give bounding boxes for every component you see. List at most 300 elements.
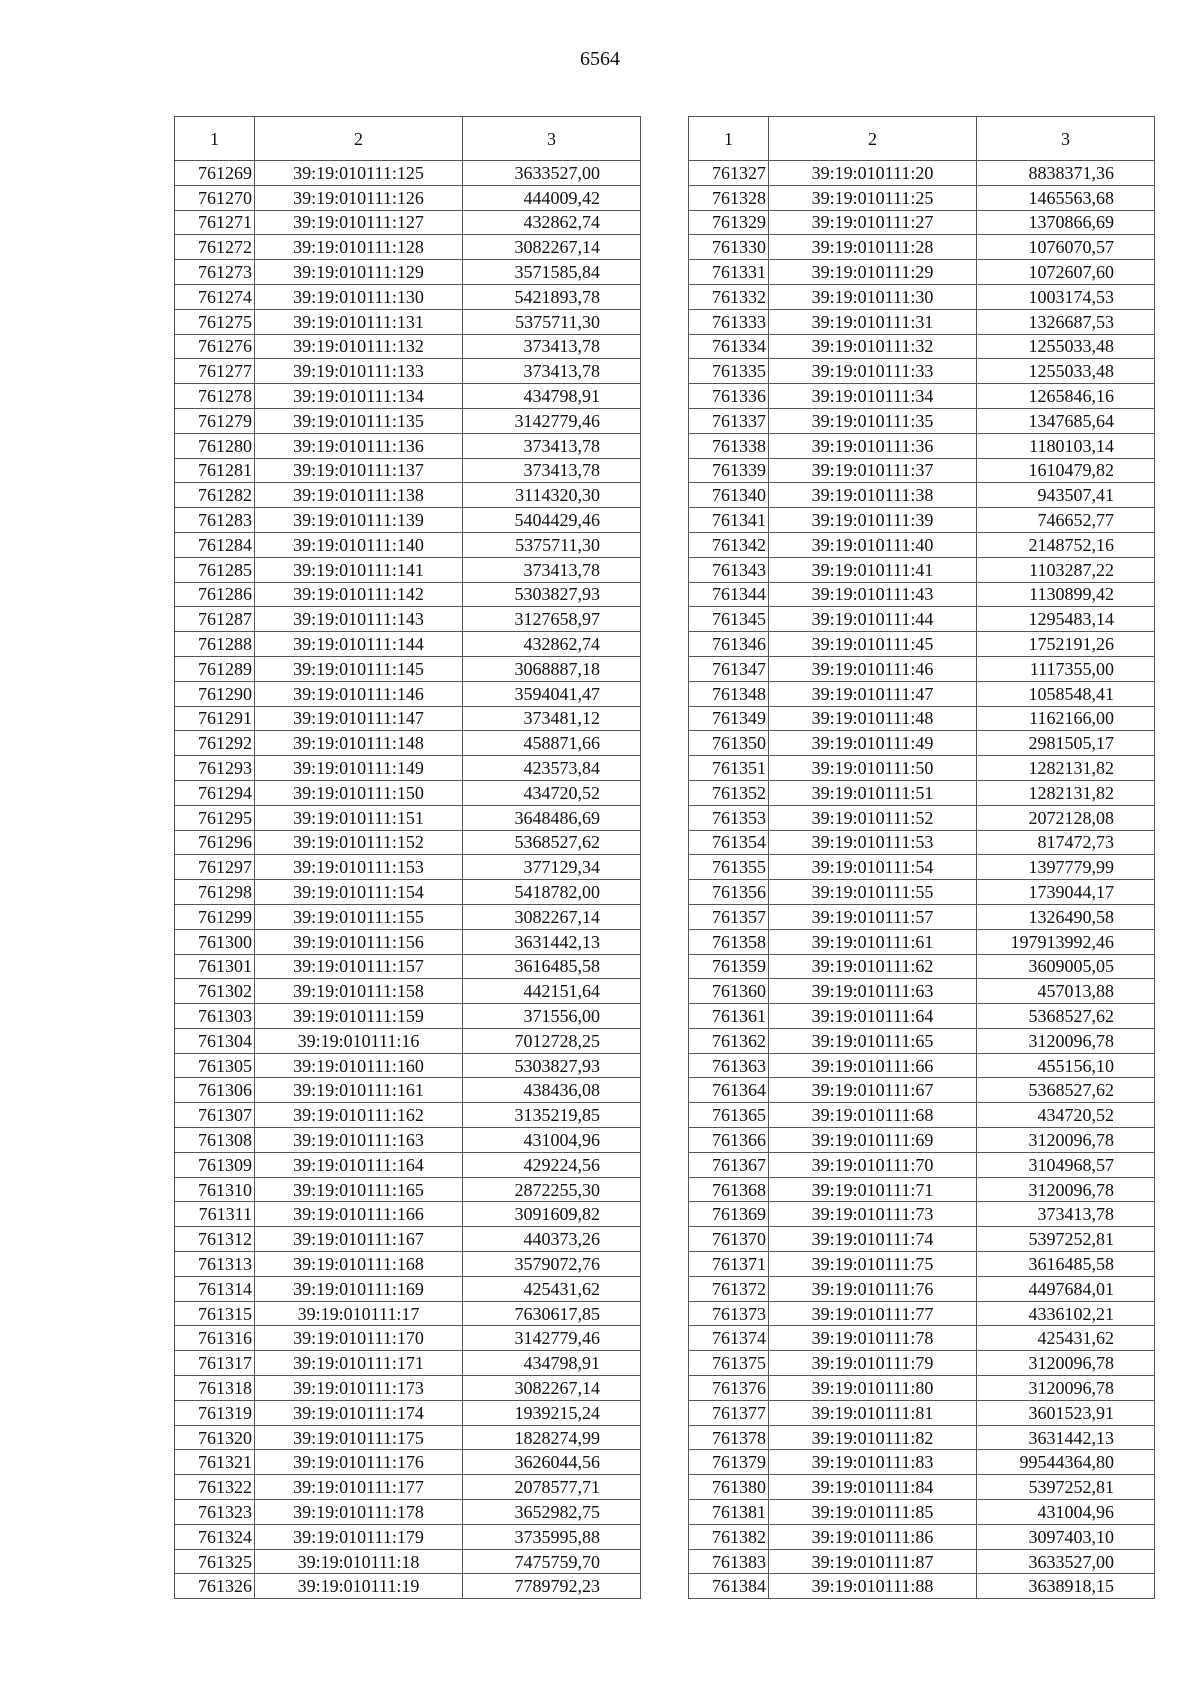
row-number-cell: 761322 xyxy=(175,1475,255,1500)
row-number-cell: 761326 xyxy=(175,1574,255,1599)
value-cell: 3082267,14 xyxy=(463,904,641,929)
row-number-cell: 761361 xyxy=(689,1004,769,1029)
value-cell: 3616485,58 xyxy=(463,954,641,979)
cadastral-number-cell: 39:19:010111:53 xyxy=(769,830,977,855)
column-header-2: 2 xyxy=(769,117,977,161)
value-cell: 3120096,78 xyxy=(977,1028,1155,1053)
value-cell: 7012728,25 xyxy=(463,1028,641,1053)
row-number-cell: 761330 xyxy=(689,235,769,260)
value-cell: 3579072,76 xyxy=(463,1252,641,1277)
row-number-cell: 761320 xyxy=(175,1425,255,1450)
cadastral-number-cell: 39:19:010111:179 xyxy=(255,1524,463,1549)
row-number-cell: 761366 xyxy=(689,1128,769,1153)
cadastral-number-cell: 39:19:010111:167 xyxy=(255,1227,463,1252)
value-cell: 3631442,13 xyxy=(977,1425,1155,1450)
table-row xyxy=(175,1400,641,1425)
table-row xyxy=(175,1425,641,1450)
table-row xyxy=(689,756,1155,781)
table-row xyxy=(175,731,641,756)
column-header-1: 1 xyxy=(689,117,769,161)
cadastral-number-cell: 39:19:010111:151 xyxy=(255,805,463,830)
table-row xyxy=(175,607,641,632)
row-number-cell: 761292 xyxy=(175,731,255,756)
cadastral-number-cell: 39:19:010111:66 xyxy=(769,1053,977,1078)
table-row xyxy=(689,1202,1155,1227)
table-row xyxy=(175,1028,641,1053)
row-number-cell: 761288 xyxy=(175,632,255,657)
cadastral-number-cell: 39:19:010111:27 xyxy=(769,210,977,235)
row-number-cell: 761345 xyxy=(689,607,769,632)
cadastral-number-cell: 39:19:010111:52 xyxy=(769,805,977,830)
value-cell: 3735995,88 xyxy=(463,1524,641,1549)
cadastral-number-cell: 39:19:010111:171 xyxy=(255,1351,463,1376)
row-number-cell: 761293 xyxy=(175,756,255,781)
cadastral-number-cell: 39:19:010111:168 xyxy=(255,1252,463,1277)
cadastral-number-cell: 39:19:010111:165 xyxy=(255,1177,463,1202)
row-number-cell: 761271 xyxy=(175,210,255,235)
table-row xyxy=(689,1301,1155,1326)
cadastral-number-cell: 39:19:010111:83 xyxy=(769,1450,977,1475)
cadastral-number-cell: 39:19:010111:82 xyxy=(769,1425,977,1450)
cadastral-number-cell: 39:19:010111:64 xyxy=(769,1004,977,1029)
row-number-cell: 761363 xyxy=(689,1053,769,1078)
table-row xyxy=(175,1202,641,1227)
row-number-cell: 761309 xyxy=(175,1152,255,1177)
value-cell: 3626044,56 xyxy=(463,1450,641,1475)
value-cell: 377129,34 xyxy=(463,855,641,880)
table-row xyxy=(175,706,641,731)
table-row xyxy=(689,1400,1155,1425)
row-number-cell: 761308 xyxy=(175,1128,255,1153)
row-number-cell: 761316 xyxy=(175,1326,255,1351)
table-row xyxy=(689,1450,1155,1475)
table-row xyxy=(689,532,1155,557)
cadastral-number-cell: 39:19:010111:141 xyxy=(255,557,463,582)
cadastral-number-cell: 39:19:010111:155 xyxy=(255,904,463,929)
table-row xyxy=(175,929,641,954)
row-number-cell: 761331 xyxy=(689,260,769,285)
row-number-cell: 761334 xyxy=(689,334,769,359)
row-number-cell: 761382 xyxy=(689,1524,769,1549)
cadastral-number-cell: 39:19:010111:30 xyxy=(769,284,977,309)
table-row xyxy=(689,830,1155,855)
value-cell: 3127658,97 xyxy=(463,607,641,632)
column-header-1: 1 xyxy=(175,117,255,161)
cadastral-number-cell: 39:19:010111:162 xyxy=(255,1103,463,1128)
cadastral-number-cell: 39:19:010111:49 xyxy=(769,731,977,756)
cadastral-number-cell: 39:19:010111:40 xyxy=(769,532,977,557)
cadastral-number-cell: 39:19:010111:127 xyxy=(255,210,463,235)
table-row xyxy=(689,1053,1155,1078)
value-cell: 3120096,78 xyxy=(977,1128,1155,1153)
value-cell: 1117355,00 xyxy=(977,656,1155,681)
table-row xyxy=(175,1376,641,1401)
row-number-cell: 761283 xyxy=(175,508,255,533)
row-number-cell: 761336 xyxy=(689,384,769,409)
cadastral-number-cell: 39:19:010111:140 xyxy=(255,532,463,557)
value-cell: 3091609,82 xyxy=(463,1202,641,1227)
row-number-cell: 761358 xyxy=(689,929,769,954)
cadastral-number-cell: 39:19:010111:19 xyxy=(255,1574,463,1599)
value-cell: 3104968,57 xyxy=(977,1152,1155,1177)
row-number-cell: 761364 xyxy=(689,1078,769,1103)
cadastral-number-cell: 39:19:010111:67 xyxy=(769,1078,977,1103)
value-cell: 3097403,10 xyxy=(977,1524,1155,1549)
cadastral-number-cell: 39:19:010111:63 xyxy=(769,979,977,1004)
value-cell: 432862,74 xyxy=(463,632,641,657)
value-cell: 425431,62 xyxy=(977,1326,1155,1351)
row-number-cell: 761343 xyxy=(689,557,769,582)
value-cell: 3142779,46 xyxy=(463,408,641,433)
cadastral-number-cell: 39:19:010111:31 xyxy=(769,309,977,334)
value-cell: 373413,78 xyxy=(463,359,641,384)
table-row xyxy=(689,1574,1155,1599)
table-row xyxy=(689,929,1155,954)
value-cell: 5418782,00 xyxy=(463,880,641,905)
row-number-cell: 761313 xyxy=(175,1252,255,1277)
value-cell: 373413,78 xyxy=(977,1202,1155,1227)
row-number-cell: 761329 xyxy=(689,210,769,235)
value-cell: 1103287,22 xyxy=(977,557,1155,582)
value-cell: 373413,78 xyxy=(463,458,641,483)
table-row xyxy=(689,681,1155,706)
table-row xyxy=(689,1177,1155,1202)
value-cell: 1326687,53 xyxy=(977,309,1155,334)
table-row xyxy=(175,780,641,805)
row-number-cell: 761287 xyxy=(175,607,255,632)
column-header-3: 3 xyxy=(977,117,1155,161)
cadastral-number-cell: 39:19:010111:130 xyxy=(255,284,463,309)
table-row xyxy=(175,805,641,830)
row-number-cell: 761371 xyxy=(689,1252,769,1277)
row-number-cell: 761325 xyxy=(175,1549,255,1574)
cadastral-number-cell: 39:19:010111:176 xyxy=(255,1450,463,1475)
table-row xyxy=(689,656,1155,681)
table-row xyxy=(175,235,641,260)
cadastral-number-cell: 39:19:010111:69 xyxy=(769,1128,977,1153)
value-cell: 5375711,30 xyxy=(463,309,641,334)
cadastral-number-cell: 39:19:010111:78 xyxy=(769,1326,977,1351)
table-row xyxy=(175,1128,641,1153)
value-cell: 1347685,64 xyxy=(977,408,1155,433)
row-number-cell: 761327 xyxy=(689,161,769,186)
table-row xyxy=(175,756,641,781)
row-number-cell: 761340 xyxy=(689,483,769,508)
cadastral-number-cell: 39:19:010111:57 xyxy=(769,904,977,929)
value-cell: 1397779,99 xyxy=(977,855,1155,880)
cadastral-number-cell: 39:19:010111:16 xyxy=(255,1028,463,1053)
table-row xyxy=(175,309,641,334)
table-row xyxy=(175,433,641,458)
cadastral-number-cell: 39:19:010111:133 xyxy=(255,359,463,384)
row-number-cell: 761328 xyxy=(689,185,769,210)
value-cell: 1282131,82 xyxy=(977,780,1155,805)
cadastral-number-cell: 39:19:010111:125 xyxy=(255,161,463,186)
row-number-cell: 761370 xyxy=(689,1227,769,1252)
row-number-cell: 761339 xyxy=(689,458,769,483)
row-number-cell: 761376 xyxy=(689,1376,769,1401)
page-number: 6564 xyxy=(580,48,620,70)
row-number-cell: 761300 xyxy=(175,929,255,954)
cadastral-number-cell: 39:19:010111:43 xyxy=(769,582,977,607)
left-table-header-row xyxy=(175,117,641,161)
value-cell: 434720,52 xyxy=(463,780,641,805)
table-row xyxy=(175,632,641,657)
table-row xyxy=(689,904,1155,929)
table-row xyxy=(689,384,1155,409)
cadastral-number-cell: 39:19:010111:47 xyxy=(769,681,977,706)
cadastral-number-cell: 39:19:010111:88 xyxy=(769,1574,977,1599)
row-number-cell: 761347 xyxy=(689,656,769,681)
row-number-cell: 761335 xyxy=(689,359,769,384)
value-cell: 2872255,30 xyxy=(463,1177,641,1202)
row-number-cell: 761367 xyxy=(689,1152,769,1177)
table-row xyxy=(175,1549,641,1574)
value-cell: 3631442,13 xyxy=(463,929,641,954)
row-number-cell: 761323 xyxy=(175,1500,255,1525)
row-number-cell: 761332 xyxy=(689,284,769,309)
value-cell: 373413,78 xyxy=(463,334,641,359)
row-number-cell: 761314 xyxy=(175,1276,255,1301)
value-cell: 3135219,85 xyxy=(463,1103,641,1128)
row-number-cell: 761362 xyxy=(689,1028,769,1053)
value-cell: 1828274,99 xyxy=(463,1425,641,1450)
value-cell: 99544364,80 xyxy=(977,1450,1155,1475)
cadastral-number-cell: 39:19:010111:163 xyxy=(255,1128,463,1153)
table-row xyxy=(175,1450,641,1475)
value-cell: 1282131,82 xyxy=(977,756,1155,781)
table-row xyxy=(689,235,1155,260)
row-number-cell: 761342 xyxy=(689,532,769,557)
cadastral-number-cell: 39:19:010111:152 xyxy=(255,830,463,855)
value-cell: 371556,00 xyxy=(463,1004,641,1029)
cadastral-number-cell: 39:19:010111:25 xyxy=(769,185,977,210)
cadastral-number-cell: 39:19:010111:158 xyxy=(255,979,463,1004)
row-number-cell: 761353 xyxy=(689,805,769,830)
table-row xyxy=(175,334,641,359)
table-row xyxy=(175,210,641,235)
row-number-cell: 761352 xyxy=(689,780,769,805)
value-cell: 3652982,75 xyxy=(463,1500,641,1525)
value-cell: 431004,96 xyxy=(977,1500,1155,1525)
table-row xyxy=(175,1177,641,1202)
value-cell: 3633527,00 xyxy=(463,161,641,186)
cadastral-number-cell: 39:19:010111:137 xyxy=(255,458,463,483)
left-table-body xyxy=(175,161,641,1599)
cadastral-number-cell: 39:19:010111:50 xyxy=(769,756,977,781)
cadastral-number-cell: 39:19:010111:68 xyxy=(769,1103,977,1128)
table-row xyxy=(175,384,641,409)
cadastral-number-cell: 39:19:010111:164 xyxy=(255,1152,463,1177)
table-row xyxy=(175,458,641,483)
right-table-body xyxy=(689,161,1155,1599)
cadastral-number-cell: 39:19:010111:156 xyxy=(255,929,463,954)
row-number-cell: 761270 xyxy=(175,185,255,210)
value-cell: 1162166,00 xyxy=(977,706,1155,731)
row-number-cell: 761307 xyxy=(175,1103,255,1128)
table-row xyxy=(689,1376,1155,1401)
value-cell: 1370866,69 xyxy=(977,210,1155,235)
row-number-cell: 761354 xyxy=(689,830,769,855)
cadastral-number-cell: 39:19:010111:85 xyxy=(769,1500,977,1525)
row-number-cell: 761295 xyxy=(175,805,255,830)
value-cell: 1180103,14 xyxy=(977,433,1155,458)
table-row xyxy=(175,1524,641,1549)
value-cell: 3648486,69 xyxy=(463,805,641,830)
value-cell: 455156,10 xyxy=(977,1053,1155,1078)
table-row xyxy=(689,1425,1155,1450)
table-row xyxy=(689,433,1155,458)
cadastral-number-cell: 39:19:010111:29 xyxy=(769,260,977,285)
cadastral-number-cell: 39:19:010111:41 xyxy=(769,557,977,582)
value-cell: 5404429,46 xyxy=(463,508,641,533)
row-number-cell: 761274 xyxy=(175,284,255,309)
value-cell: 3082267,14 xyxy=(463,1376,641,1401)
table-row xyxy=(689,161,1155,186)
cadastral-number-cell: 39:19:010111:138 xyxy=(255,483,463,508)
row-number-cell: 761360 xyxy=(689,979,769,1004)
table-row xyxy=(175,1500,641,1525)
row-number-cell: 761284 xyxy=(175,532,255,557)
table-row xyxy=(175,185,641,210)
row-number-cell: 761269 xyxy=(175,161,255,186)
value-cell: 431004,96 xyxy=(463,1128,641,1153)
cadastral-number-cell: 39:19:010111:65 xyxy=(769,1028,977,1053)
row-number-cell: 761277 xyxy=(175,359,255,384)
cadastral-number-cell: 39:19:010111:18 xyxy=(255,1549,463,1574)
value-cell: 1130899,42 xyxy=(977,582,1155,607)
cadastral-number-cell: 39:19:010111:37 xyxy=(769,458,977,483)
value-cell: 5303827,93 xyxy=(463,582,641,607)
cadastral-number-cell: 39:19:010111:76 xyxy=(769,1276,977,1301)
cadastral-number-cell: 39:19:010111:173 xyxy=(255,1376,463,1401)
row-number-cell: 761279 xyxy=(175,408,255,433)
table-row xyxy=(689,1524,1155,1549)
table-row xyxy=(689,1276,1155,1301)
row-number-cell: 761373 xyxy=(689,1301,769,1326)
row-number-cell: 761337 xyxy=(689,408,769,433)
table-row xyxy=(175,1475,641,1500)
value-cell: 943507,41 xyxy=(977,483,1155,508)
table-row xyxy=(689,780,1155,805)
table-row xyxy=(175,855,641,880)
table-row xyxy=(689,458,1155,483)
table-row xyxy=(175,483,641,508)
value-cell: 444009,42 xyxy=(463,185,641,210)
table-row xyxy=(689,334,1155,359)
row-number-cell: 761380 xyxy=(689,1475,769,1500)
table-row xyxy=(175,1301,641,1326)
cadastral-number-cell: 39:19:010111:145 xyxy=(255,656,463,681)
cadastral-number-cell: 39:19:010111:154 xyxy=(255,880,463,905)
row-number-cell: 761383 xyxy=(689,1549,769,1574)
value-cell: 746652,77 xyxy=(977,508,1155,533)
row-number-cell: 761379 xyxy=(689,1450,769,1475)
value-cell: 1465563,68 xyxy=(977,185,1155,210)
cadastral-number-cell: 39:19:010111:80 xyxy=(769,1376,977,1401)
table-row xyxy=(689,483,1155,508)
right-table-header-row xyxy=(689,117,1155,161)
cadastral-number-cell: 39:19:010111:157 xyxy=(255,954,463,979)
cadastral-number-cell: 39:19:010111:81 xyxy=(769,1400,977,1425)
row-number-cell: 761310 xyxy=(175,1177,255,1202)
table-row xyxy=(689,284,1155,309)
value-cell: 1610479,82 xyxy=(977,458,1155,483)
row-number-cell: 761338 xyxy=(689,433,769,458)
row-number-cell: 761301 xyxy=(175,954,255,979)
value-cell: 442151,64 xyxy=(463,979,641,1004)
value-cell: 3616485,58 xyxy=(977,1252,1155,1277)
value-cell: 423573,84 xyxy=(463,756,641,781)
value-cell: 3594041,47 xyxy=(463,681,641,706)
value-cell: 1255033,48 xyxy=(977,359,1155,384)
row-number-cell: 761290 xyxy=(175,681,255,706)
table-row xyxy=(689,1078,1155,1103)
cadastral-number-cell: 39:19:010111:55 xyxy=(769,880,977,905)
table-row xyxy=(689,1326,1155,1351)
table-row xyxy=(689,557,1155,582)
row-number-cell: 761275 xyxy=(175,309,255,334)
cadastral-number-cell: 39:19:010111:71 xyxy=(769,1177,977,1202)
row-number-cell: 761296 xyxy=(175,830,255,855)
cadastral-number-cell: 39:19:010111:17 xyxy=(255,1301,463,1326)
value-cell: 5421893,78 xyxy=(463,284,641,309)
cadastral-number-cell: 39:19:010111:46 xyxy=(769,656,977,681)
value-cell: 1326490,58 xyxy=(977,904,1155,929)
row-number-cell: 761276 xyxy=(175,334,255,359)
value-cell: 3120096,78 xyxy=(977,1351,1155,1376)
value-cell: 8838371,36 xyxy=(977,161,1155,186)
cadastral-number-cell: 39:19:010111:169 xyxy=(255,1276,463,1301)
table-row xyxy=(689,1252,1155,1277)
value-cell: 4336102,21 xyxy=(977,1301,1155,1326)
cadastral-number-cell: 39:19:010111:84 xyxy=(769,1475,977,1500)
value-cell: 2148752,16 xyxy=(977,532,1155,557)
row-number-cell: 761297 xyxy=(175,855,255,880)
table-row xyxy=(175,1004,641,1029)
table-row xyxy=(689,1152,1155,1177)
table-row xyxy=(689,880,1155,905)
cadastral-number-cell: 39:19:010111:161 xyxy=(255,1078,463,1103)
value-cell: 5368527,62 xyxy=(977,1004,1155,1029)
cadastral-number-cell: 39:19:010111:143 xyxy=(255,607,463,632)
value-cell: 197913992,46 xyxy=(977,929,1155,954)
row-number-cell: 761281 xyxy=(175,458,255,483)
table-row xyxy=(689,359,1155,384)
value-cell: 2072128,08 xyxy=(977,805,1155,830)
row-number-cell: 761294 xyxy=(175,780,255,805)
cadastral-number-cell: 39:19:010111:87 xyxy=(769,1549,977,1574)
cadastral-number-cell: 39:19:010111:148 xyxy=(255,731,463,756)
table-row xyxy=(175,161,641,186)
table-row xyxy=(175,1103,641,1128)
value-cell: 1739044,17 xyxy=(977,880,1155,905)
value-cell: 438436,08 xyxy=(463,1078,641,1103)
value-cell: 3120096,78 xyxy=(977,1376,1155,1401)
cadastral-number-cell: 39:19:010111:73 xyxy=(769,1202,977,1227)
row-number-cell: 761286 xyxy=(175,582,255,607)
value-cell: 4497684,01 xyxy=(977,1276,1155,1301)
value-cell: 5397252,81 xyxy=(977,1475,1155,1500)
table-row xyxy=(689,1004,1155,1029)
row-number-cell: 761299 xyxy=(175,904,255,929)
cadastral-number-cell: 39:19:010111:129 xyxy=(255,260,463,285)
cadastral-number-cell: 39:19:010111:61 xyxy=(769,929,977,954)
cadastral-number-cell: 39:19:010111:146 xyxy=(255,681,463,706)
cadastral-number-cell: 39:19:010111:79 xyxy=(769,1351,977,1376)
row-number-cell: 761346 xyxy=(689,632,769,657)
value-cell: 5397252,81 xyxy=(977,1227,1155,1252)
